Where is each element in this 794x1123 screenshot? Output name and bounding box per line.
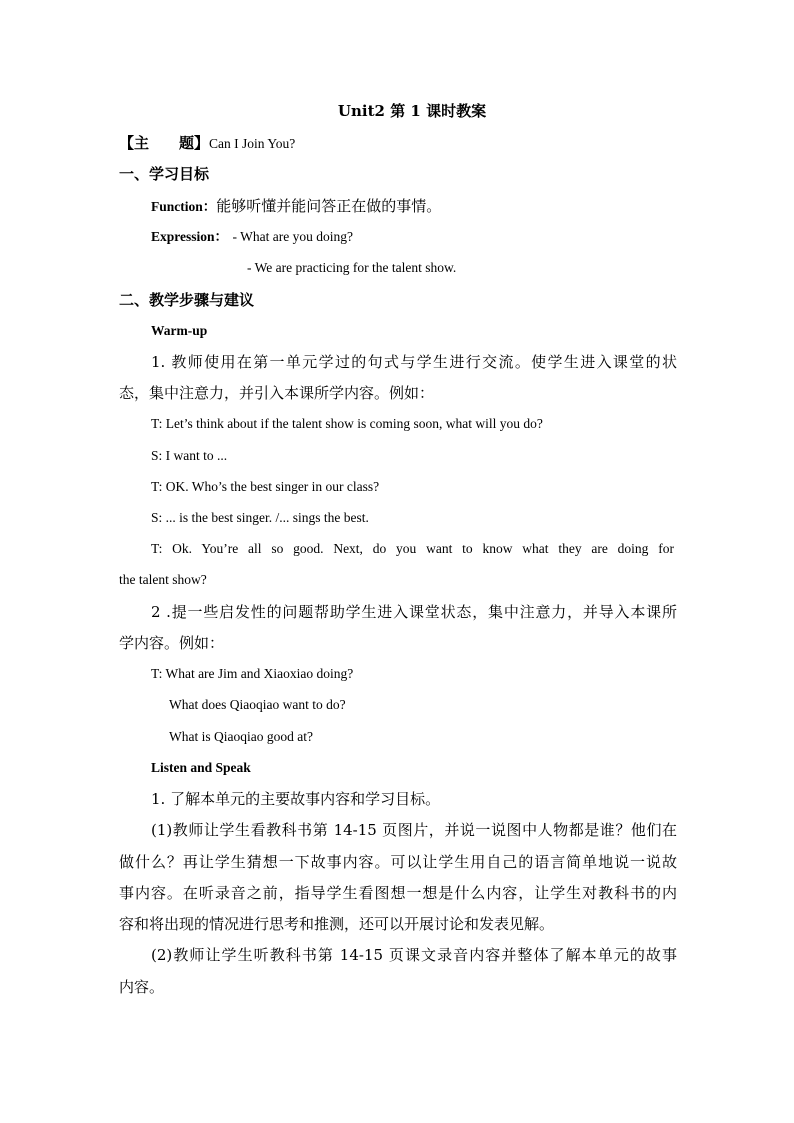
dialogue-line-3: T: OK. Who’s the best singer in our class? (151, 479, 380, 494)
page-title: Unit2 第 1 课时教案 (337, 102, 487, 120)
ls-step1-line4: 容和将出现的情况进行思考和推测，还可以开展讨论和发表见解。 (119, 915, 555, 933)
dialogue-line-4: S: ... is the best singer. /... sings the best. (151, 510, 369, 525)
question-2: What does Qiaoqiao want to do? (169, 697, 346, 712)
topic-label: 【主 题】 (119, 134, 210, 152)
expression-1: - What are you doing? (232, 229, 353, 244)
warmup-p2-line1: 2 .提一些启发性的问题帮助学生进入课堂状态，集中注意力，并导入本课所 (151, 603, 677, 621)
function-line (0, 196, 794, 217)
dialogue-line-1: T: Let’s think about if the talent show is coming soon, what will you do? (151, 416, 543, 431)
function-label: Function： (151, 199, 217, 214)
dialogue-line-5b: the talent show? (119, 572, 207, 587)
question-1: T: What are Jim and Xiaoxiao doing? (151, 666, 354, 681)
expression-2: - We are practicing for the talent show. (247, 260, 457, 275)
topic-value: Can I Join You? (209, 136, 296, 151)
warmup-heading: Warm-up (151, 323, 208, 338)
ls-step2-line2: 内容。 (119, 978, 165, 996)
topic-line (0, 133, 794, 154)
function-text: 能够听懂并能问答正在做的事情。 (216, 197, 442, 215)
warmup-p2-line2: 学内容。例如： (119, 634, 225, 652)
ls-step1-line2: 做什么？再让学生猜想一下故事内容。可以让学生用自己的语言简单地说一说故 (119, 853, 677, 871)
section1-heading: 一、学习目标 (119, 165, 210, 183)
warmup-p1-line2: 态，集中注意力，并引入本课所学内容。例如： (119, 384, 435, 402)
warmup-p1-line1: 1. 教师使用在第一单元学过的句式与学生进行交流。使学生进入课堂的状 (151, 353, 677, 371)
ls-step2-line1: (2)教师让学生听教科书第 14-15 页课文录音内容并整体了解本单元的故事 (151, 946, 677, 964)
ls-item-1: 1. 了解本单元的主要故事内容和学习目标。 (151, 790, 441, 808)
section2-heading: 二、教学步骤与建议 (119, 291, 255, 309)
ls-step1-line1: (1)教师让学生看教科书第 14-15 页图片，并说一说图中人物都是谁？他们在 (151, 821, 677, 839)
expression-label: Expression： (151, 229, 229, 244)
ls-step1-line3: 事内容。在听录音之前，指导学生看图想一想是什么内容，让学生对教科书的内 (119, 884, 677, 902)
dialogue-line-2: S: I want to ... (151, 448, 228, 463)
question-3: What is Qiaoqiao good at? (169, 729, 313, 744)
dialogue-line-5a: T: Ok. You’re all so good. Next, do you want to know what they are doing for (151, 541, 674, 556)
listen-speak-heading: Listen and Speak (151, 760, 251, 775)
expression-line (0, 227, 794, 247)
